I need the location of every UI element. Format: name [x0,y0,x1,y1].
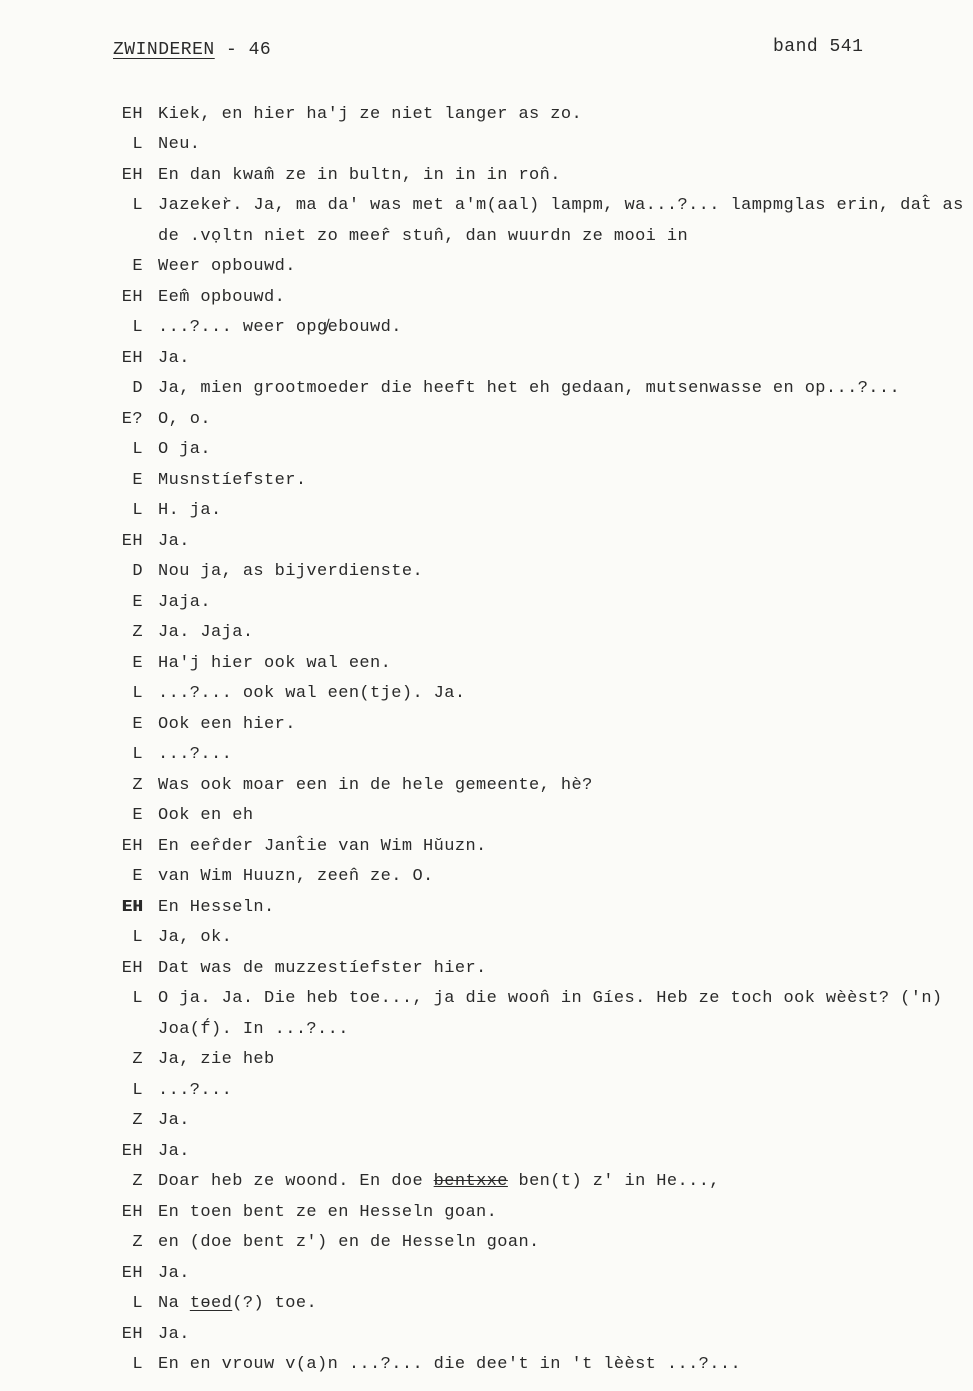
utterance-text [158,288,285,307]
utterance-text [158,776,593,795]
transcript-line [0,343,973,374]
document-title-number: - 46 [214,40,272,60]
transcript-line [0,191,973,222]
utterance-text [158,806,253,825]
utterance-text [158,471,306,490]
transcript-line [0,740,973,771]
speaker-label: EH [121,1263,143,1283]
utterance-text [158,593,211,612]
utterance-text [158,745,232,764]
utterance-text [158,135,200,154]
utterance-text [158,684,465,703]
transcript-line [0,587,973,618]
utterance-segment: En toen bent ze en Hesseln goan. [158,1202,498,1222]
utterance-segment: Ja, ok. [158,928,233,948]
transcript-line [0,1045,973,1076]
speaker-label: L [132,745,143,765]
transcript-line [0,953,973,984]
speaker-label: Z [132,623,143,643]
transcript-line [0,496,973,527]
utterance-segment: Kiek, en hier ha'j ze niet langer as zo. [158,104,583,124]
utterance-text [158,1355,741,1374]
utterance-text [158,349,190,368]
utterance-text [158,257,296,276]
utterance-text [158,928,232,947]
utterance-text [158,989,943,1008]
speaker-label: L [132,1355,143,1375]
utterance-text [158,837,487,856]
utterance-text [158,1233,540,1252]
transcript-line [0,1228,973,1259]
utterance-segment-strike: bentxxe [433,1172,508,1192]
utterance-segment: Dat was de muzzestíefster hier. [158,958,487,978]
utterance-segment: Ja. [158,531,190,551]
utterance-segment: Neu. [158,135,201,155]
utterance-segment: Weer opbouwd. [158,257,296,277]
transcript-line [0,1167,973,1198]
speaker-label: EH [121,165,143,185]
utterance-segment: Ha'j hier ook wal een. [158,653,392,673]
speaker-label: L [132,928,143,948]
document-title [113,40,271,60]
utterance-segment: Jazeker̀. Ja, ma da' was met a'm(aal) lampm, wa...?... lampmglas erin, dat̂ as [158,196,964,216]
speaker-label: Z [132,1050,143,1070]
utterance-text [158,898,275,917]
speaker-label: E [132,257,143,277]
document-title-name: ZWINDEREN [113,40,215,60]
utterance-segment: Was ook moar een in de hele gemeente, hè? [158,775,593,795]
transcript-line [0,1350,973,1381]
speaker-label: EH [121,836,143,856]
utterance-segment: Ja. [158,348,190,368]
utterance-text [158,379,900,398]
utterance-segment: Ja. Jaja. [158,623,254,643]
speaker-label: EH [121,1141,143,1161]
transcript-line [0,984,973,1015]
transcript-line [0,831,973,862]
utterance-text [158,166,561,185]
speaker-label: E [132,470,143,490]
utterance-segment: O, o. [158,409,212,429]
utterance-segment: Ja. [158,1111,190,1131]
transcript-line [0,618,973,649]
transcript-line [0,313,973,344]
speaker-label: L [132,196,143,216]
speaker-label: L [132,440,143,460]
utterance-segment: O ja. [158,440,212,460]
speaker-label: E [132,867,143,887]
transcript-line [0,862,973,893]
utterance-text [158,318,402,337]
utterance-segment: ...?... [158,745,233,765]
utterance-text [158,623,253,642]
transcript-line [0,892,973,923]
transcript-line [0,1197,973,1228]
utterance-text [158,1020,349,1039]
utterance-segment: En dan kwam̂ ze in bultn, in in in ron̂. [158,165,561,185]
utterance-segment: Ja, mien grootmoeder die heeft het eh gedaan, mutsenwasse en op...?... [158,379,901,399]
utterance-segment: ...?... weer opg̸ebouwd. [158,318,402,338]
utterance-text [158,654,391,673]
utterance-segment: Ja, zie heb [158,1050,275,1070]
utterance-segment: Ja. [158,1141,190,1161]
utterance-text [158,1203,497,1222]
utterance-segment: En eer̂der Jant̂ie van Wim Hŭuzn. [158,836,487,856]
utterance-text [158,1172,720,1191]
transcript-line [0,282,973,313]
utterance-segment: Doar heb ze woond. En doe [158,1172,434,1192]
transcript-line [0,435,973,466]
transcript-line [0,679,973,710]
utterance-segment: Jaja. [158,592,212,612]
speaker-label: E [132,806,143,826]
transcript-line [0,923,973,954]
utterance-text [158,227,688,246]
speaker-label: L [132,989,143,1009]
utterance-segment: Musnstíefster. [158,470,307,490]
transcript-line [0,648,973,679]
utterance-text [158,1081,232,1100]
utterance-segment: ...?... ook wal een(tje). Ja. [158,684,466,704]
utterance-text [158,105,582,124]
utterance-text [158,959,487,978]
speaker-label: L [132,501,143,521]
transcript-line [0,99,973,130]
speaker-label: Z [132,1172,143,1192]
utterance-text [158,1294,317,1313]
transcript-line [0,221,973,252]
speaker-label: L [132,318,143,338]
utterance-segment: ben(t) z' in He..., [507,1172,720,1192]
utterance-segment: O ja. Ja. Die heb toe..., ja die woon̂ in Gíes. Heb ze toch ook wèèst? ('n) [158,989,943,1009]
speaker-label: E [132,653,143,673]
utterance-segment: En Hesseln. [158,897,275,917]
speaker-label: EH [121,531,143,551]
speaker-label: Z [132,1233,143,1253]
utterance-text [158,532,190,551]
speaker-label: EH [121,1324,143,1344]
speaker-label: D [132,379,143,399]
transcript-line [0,801,973,832]
utterance-text [158,867,434,886]
transcript-line [0,770,973,801]
utterance-segment: Nou ja, as bijverdienste. [158,562,424,582]
utterance-segment: Ook een hier. [158,714,296,734]
utterance-text [158,501,222,520]
utterance-segment: de .vọltn niet zo meer̂ stun̂, dan wuurdn ze mooi in [158,226,689,246]
utterance-segment: H. ja. [158,501,222,521]
utterance-segment: en (doe bent z') en de Hesseln goan. [158,1233,540,1253]
speaker-label: EH [121,1202,143,1222]
speaker-label: D [132,562,143,582]
speaker-label: L [132,135,143,155]
transcript-line [0,160,973,191]
speaker-label: EH [121,348,143,368]
utterance-text [158,1050,275,1069]
utterance-segment: Ook en eh [158,806,254,826]
utterance-text [158,1325,190,1344]
speaker-label: L [132,684,143,704]
utterance-segment: Joa(f́). In ...?... [158,1019,349,1039]
utterance-segment: Na [158,1294,190,1314]
utterance-segment: Ja. [158,1324,190,1344]
transcript-line [0,1319,973,1350]
transcript-line [0,1289,973,1320]
utterance-text [158,410,211,429]
transcript-line [0,465,973,496]
speaker-label: EH [121,287,143,307]
utterance-text [158,715,296,734]
utterance-text [158,1111,190,1130]
transcript-line [0,1014,973,1045]
transcript [0,99,973,1380]
band-number: band 541 [773,37,864,57]
transcript-line [0,1258,973,1289]
transcript-line [0,404,973,435]
utterance-text [158,1142,190,1161]
transcript-line [0,526,973,557]
speaker-label: E? [121,409,143,429]
speaker-label: E [132,714,143,734]
transcript-line [0,374,973,405]
speaker-label: L [132,1294,143,1314]
transcript-line [0,1136,973,1167]
utterance-segment: van Wim Huuzn, zeen̂ ze. O. [158,867,434,887]
transcript-line [0,252,973,283]
speaker-label: EH [121,897,143,917]
speaker-label: E [132,592,143,612]
utterance-segment: (?) toe. [232,1294,318,1314]
transcript-line [0,130,973,161]
utterance-segment: ...?... [158,1080,233,1100]
utterance-text [158,1264,190,1283]
utterance-segment: Eem̂ opbouwd. [158,287,286,307]
utterance-segment-underline: tɵed [189,1294,233,1314]
transcript-line [0,557,973,588]
transcript-line [0,709,973,740]
speaker-label: EH [121,104,143,124]
speaker-label: Z [132,775,143,795]
transcript-line [0,1106,973,1137]
utterance-text [158,440,211,459]
transcript-line [0,1075,973,1106]
utterance-segment: En en vrouw v(a)n ...?... die dee't in 't lèèst ...?... [158,1355,742,1375]
utterance-text [158,196,964,215]
utterance-text [158,562,423,581]
speaker-label: L [132,1080,143,1100]
speaker-label: Z [132,1111,143,1131]
speaker-label: EH [121,958,143,978]
utterance-segment: Ja. [158,1263,190,1283]
